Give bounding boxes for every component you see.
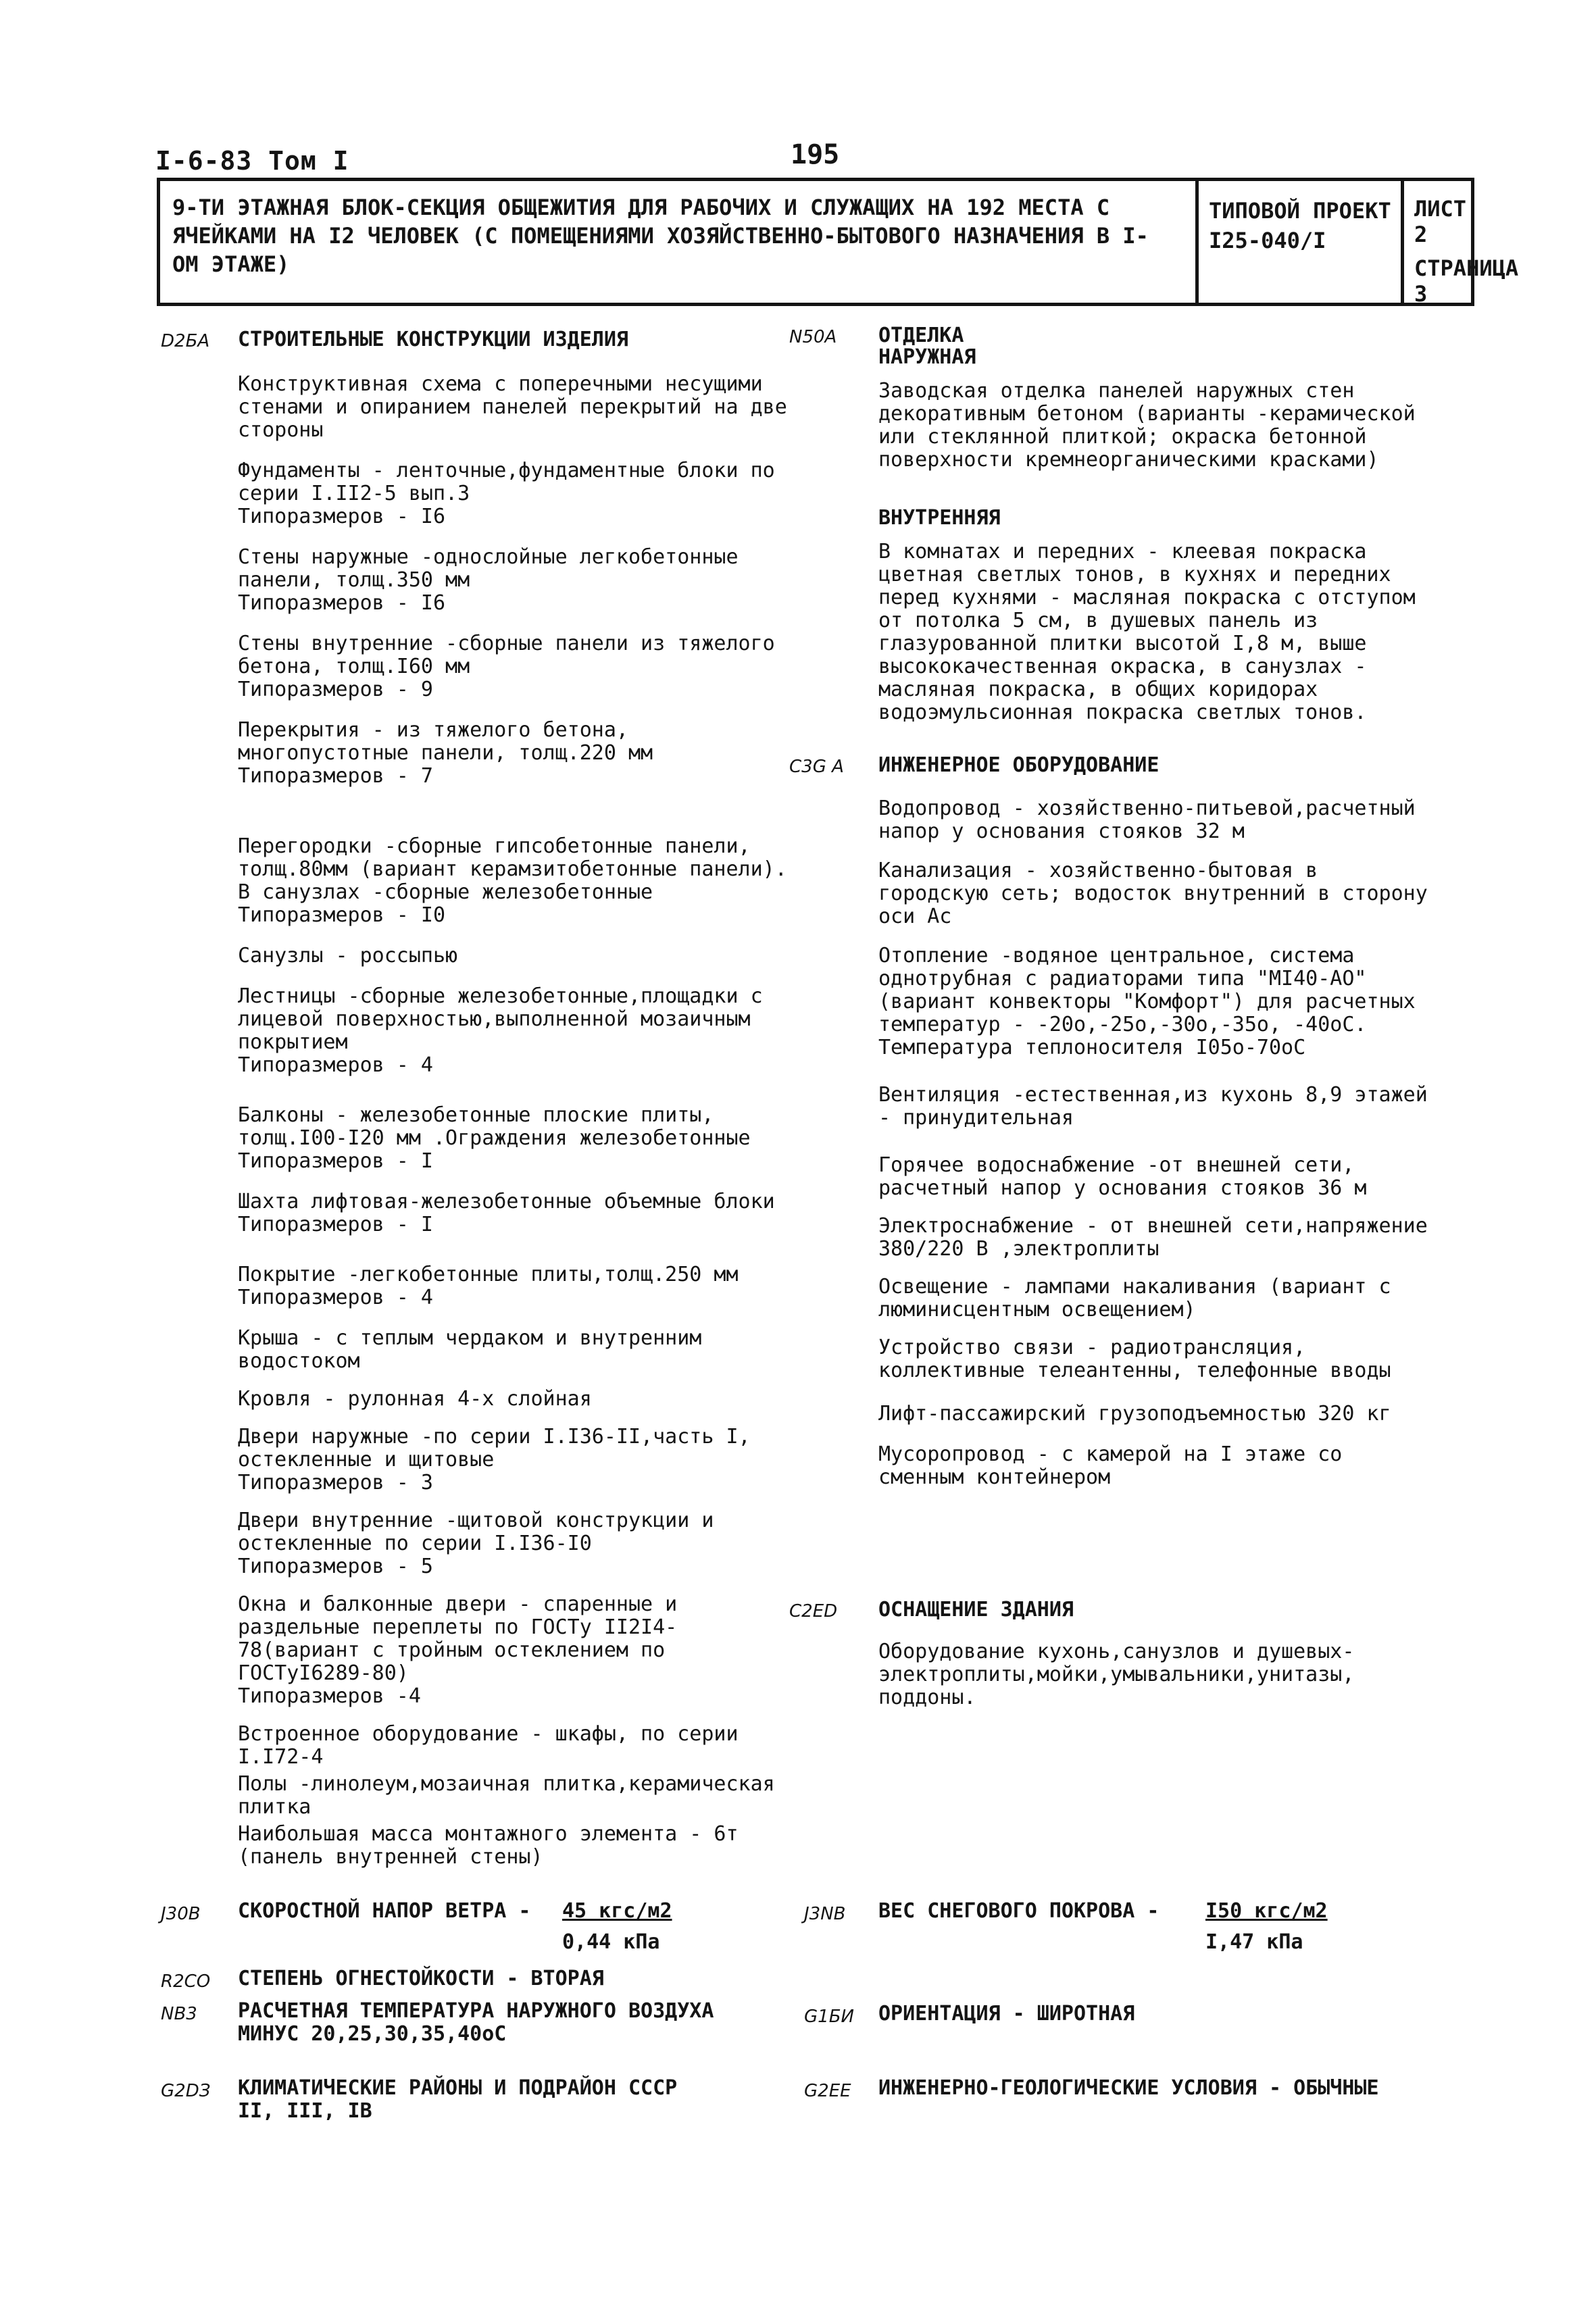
project-number: I25-040/I: [1209, 228, 1326, 253]
list-item: Конструктивная схема с поперечными несущими стенами и опиранием панелей перекрытий на две стороны: [238, 372, 787, 442]
structures-list: [238, 373, 792, 1869]
climate-regions: КЛИМАТИЧЕСКИЕ РАЙОНЫ И ПОДРАЙОН СССР II, III, IB: [238, 2076, 678, 2123]
list-item: Освещение - лампами накаливания (вариант с люминисцентным освещением): [878, 1275, 1391, 1322]
fire-resistance: СТЕПЕНЬ ОГНЕСТОЙКОСТИ - ВТОРАЯ: [238, 1967, 604, 1990]
list-item: Стены наружные -однослойные легкобетонные панели, толщ.350 мм Типоразмеров - I6: [238, 545, 739, 615]
list-item: Кровля - рулонная 4-х слойная: [238, 1387, 592, 1411]
list-item: Наибольшая масса монтажного элемента - 6т (панель внутренней стены): [238, 1822, 739, 1869]
wind-pressure-label: СКОРОСТНОЙ НАПОР ВЕТРА -: [238, 1899, 531, 1923]
equipment-text: [878, 1640, 1439, 1709]
geology-conditions: ИНЖЕНЕРНО-ГЕОЛОГИЧЕСКИЕ УСЛОВИЯ - ОБЫЧНЫЕ: [878, 2076, 1379, 2100]
inner-finish-text: [878, 540, 1439, 724]
page-number: 195: [791, 139, 840, 170]
project-title: 9-ТИ ЭТАЖНАЯ БЛОК-СЕКЦИЯ ОБЩЕЖИТИЯ ДЛЯ РАБОЧИХ И СЛУЖАЩИХ НА 192 МЕСТА С ЯЧЕЙКАМИ НА I2 ЧЕЛОВЕК (С ПОМЕЩЕНИЯМИ ХОЗЯЙСТВЕННО-БЫТОВОГО НАЗНАЧЕНИЯ В I-ОМ ЭТАЖЕ): [172, 195, 1149, 277]
section-code: N50A: [789, 327, 837, 347]
page-label: СТРАНИЦА 3: [1414, 255, 1519, 307]
section-code: G2ЕЕ: [804, 2081, 851, 2101]
list-item: Отопление -водяное центральное, система однотрубная с радиаторами типа "МI40-АО" (вариант конвекторы "Комфорт") для расчетных температур - -20o,-25o,-30o,-35o, -40oC. Температура теплоносителя I05o-70oC: [878, 944, 1416, 1059]
list-item: Встроенное оборудование - шкафы, по серии I.I72-4: [238, 1722, 739, 1769]
snow-load-label: ВЕС СНЕГОВОГО ПОКРОВА -: [878, 1899, 1159, 1923]
section-heading-finish: ОТДЕЛКА: [878, 324, 964, 347]
subheading-inner: ВНУТРЕННЯЯ: [878, 506, 1001, 530]
list-item: Лестницы -сборные железобетонные,площадки с лицевой поверхностью,выполненной мозаичным покрытием Типоразмеров - 4: [238, 984, 763, 1077]
outer-finish-text: [878, 380, 1439, 472]
list-item: Двери наружные -по серии I.I36-II,часть I, остекленные и щитовые Типоразмеров - 3: [238, 1425, 751, 1494]
project-label: ТИПОВОЙ ПРОЕКТ: [1209, 198, 1391, 224]
list-item: Лифт-пассажирский грузоподъемностью 320 кг: [878, 1402, 1391, 1426]
list-item: Двери внутренние -щитовой конструкции и остекленные по серии I.I36-I0 Типоразмеров - 5: [238, 1509, 714, 1578]
list-item: Горячее водоснабжение -от внешней сети, расчетный напор у основания стояков 36 м: [878, 1153, 1367, 1200]
section-code: D2БА: [161, 331, 210, 351]
design-temperature: РАСЧЕТНАЯ ТЕМПЕРАТУРА НАРУЖНОГО ВОЗДУХА МИНУС 20,25,30,35,40oC: [238, 1999, 714, 2046]
paragraph: Заводская отделка панелей наружных стен декоративным бетоном (варианты -керамической или стеклянной плиткой; окраска бетонной поверхности кремнеорганическими красками): [878, 379, 1416, 472]
title-divider: [1401, 181, 1404, 303]
subheading-outer: НАРУЖНАЯ: [878, 345, 976, 369]
list-item: Электроснабжение - от внешней сети,напряжение 380/220 В ,электроплиты: [878, 1214, 1428, 1261]
section-code: C2ED: [789, 1601, 838, 1621]
list-item: Фундаменты - ленточные,фундаментные блоки по серии I.II2-5 вып.3 Типоразмеров - I6: [238, 459, 775, 528]
snow-load-value: I50 кгс/м2: [1205, 1899, 1328, 1923]
section-code: R2CO: [161, 1971, 211, 1992]
list-item: Мусоропровод - с камерой на I этаже со сменным контейнером: [878, 1442, 1343, 1489]
list-item: Покрытие -легкобетонные плиты,толщ.250 мм Типоразмеров - 4: [238, 1263, 739, 1309]
list-item: Перекрытия - из тяжелого бетона, многопустотные панели, толщ.220 мм Типоразмеров - 7: [238, 718, 653, 788]
sheet-number: ЛИСТ 2: [1414, 196, 1467, 247]
list-item: Водопровод - хозяйственно-питьевой,расчетный напор у основания стояков 32 м: [878, 797, 1416, 843]
wind-pressure-kpa: 0,44 кПа: [562, 1930, 660, 1954]
list-item: Канализация - хозяйственно-бытовая в городскую сеть; водосток внутренний в сторону оси Ac: [878, 859, 1428, 928]
list-item: Балконы - железобетонные плоские плиты, толщ.I00-I20 мм .Ограждения железобетонные Типоразмеров - I: [238, 1103, 751, 1173]
title-divider: [1195, 181, 1199, 303]
list-item: Санузлы - россыпью: [238, 944, 458, 967]
list-item: Стены внутренние -сборные панели из тяжелого бетона, толщ.I60 мм Типоразмеров - 9: [238, 632, 775, 701]
section-heading-engineering: ИНЖЕНЕРНОЕ ОБОРУДОВАНИЕ: [878, 753, 1159, 777]
section-code: C3G A: [789, 757, 844, 777]
section-code: J3NB: [804, 1904, 846, 1924]
section-code: NB3: [161, 2004, 197, 2024]
project-number-cell: [1209, 196, 1391, 255]
list-item: Вентиляция -естественная,из кухонь 8,9 этажей - принудительная: [878, 1083, 1428, 1130]
section-code: G1БИ: [804, 2007, 854, 2027]
section-code: G2DЗ: [161, 2081, 211, 2101]
list-item: Устройство связи - радиотрансляция, коллективные телеантенны, телефонные вводы: [878, 1336, 1391, 1382]
list-item: Полы -линолеум,мозаичная плитка,керамическая плитка: [238, 1772, 775, 1819]
wind-pressure-value: 45 кгс/м2: [562, 1899, 672, 1923]
list-item: Шахта лифтовая-железобетонные объемные блоки Типоразмеров - I: [238, 1190, 775, 1236]
list-item: Перегородки -сборные гипсобетонные панели, толщ.80мм (вариант керамзитобетонные панели). В санузлах -сборные железобетонные Типоразмеров - I0: [238, 834, 787, 927]
list-item: Крыша - с теплым чердаком и внутренним водостоком: [238, 1326, 702, 1373]
list-item: Окна и балконные двери - спаренные и раздельные переплеты по ГОСТу II2I4-78(вариант с тройным остеклением по ГОСТуI6289-80) Типоразмеров -4: [238, 1592, 678, 1708]
snow-load-kpa: I,47 кПа: [1205, 1930, 1303, 1954]
engineering-list: [878, 797, 1439, 1489]
title-block: [157, 178, 1519, 307]
document-code: I-6-83 Том I: [155, 146, 349, 176]
section-code: J30B: [161, 1904, 201, 1924]
section-heading-structures: СТРОИТЕЛЬНЫЕ КОНСТРУКЦИИ ИЗДЕЛИЯ: [238, 328, 628, 351]
section-heading-equipment: ОСНАЩЕНИЕ ЗДАНИЯ: [878, 1598, 1074, 1621]
orientation: ОРИЕНТАЦИЯ - ШИРОТНАЯ: [878, 2002, 1135, 2026]
paragraph: Оборудование кухонь,санузлов и душевых-электроплиты,мойки,умывальники,унитазы, поддоны.: [878, 1640, 1355, 1709]
paragraph: В комнатах и передних - клеевая покраска цветная светлых тонов, в кухнях и передних перед кухнями - масляная покраска с отступом от потолка 5 см, в душевых панель из глазурованной плитки высотой I,8 м, выше высококачественная окраска, в санузлах - масляная покраска, в общих коридорах водоэмульсионная покраска светлых тонов.: [878, 540, 1416, 724]
